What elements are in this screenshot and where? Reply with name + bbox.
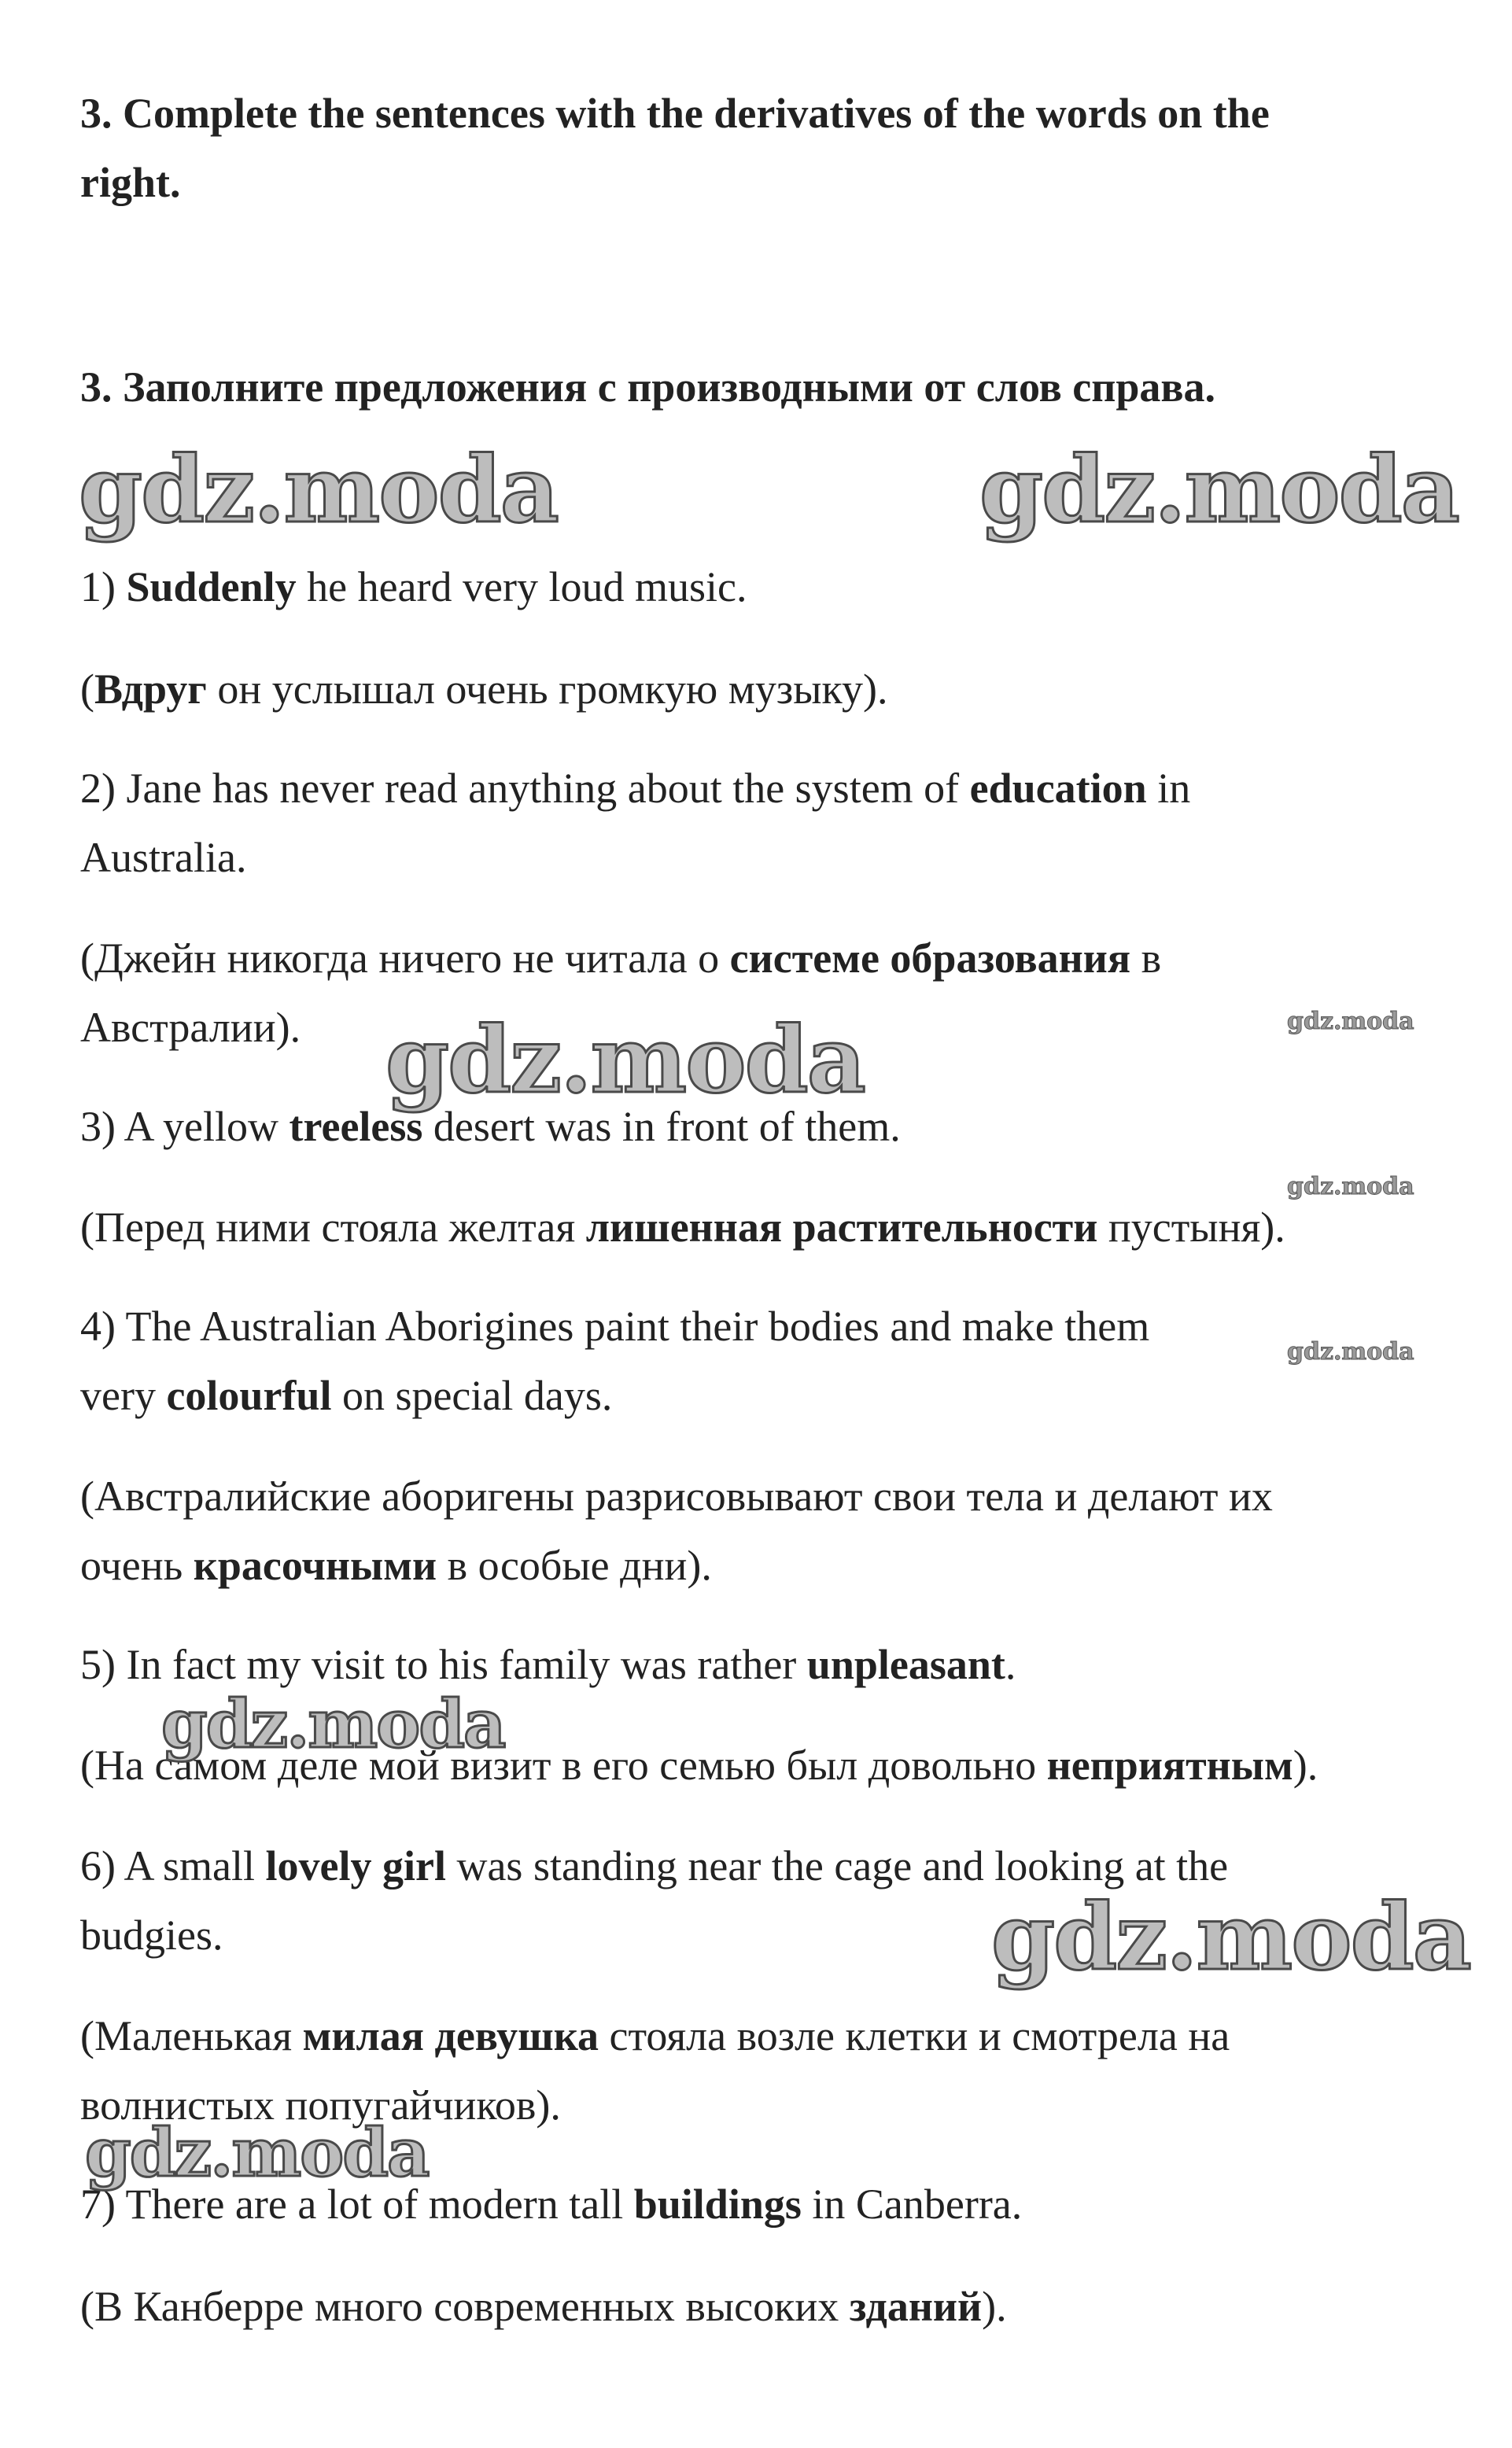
watermark: gdz.moda [979, 437, 1459, 544]
sentence-6-english-line-1: 6) A small lovely girl was standing near the cage and looking at the [80, 1842, 1229, 1889]
sentence-3-russian: (Перед ними стояла желтая лишенная растительности пустыня). [80, 1204, 1285, 1251]
watermark: gdz.moda [991, 1884, 1470, 1991]
sentence-2-russian-line-1: (Джейн никогда ничего не читала о системе образования в [80, 935, 1162, 982]
watermark: gdz.moda [1287, 1338, 1414, 1366]
watermark: gdz.moda [85, 2114, 429, 2192]
watermark: gdz.moda [385, 1007, 865, 1114]
sentence-1-russian: (Вдруг он услышал очень громкую музыку). [80, 665, 888, 713]
sentence-1-english: 1) Suddenly he heard very loud music. [80, 563, 747, 610]
sentence-5-russian: (На самом деле мой визит в его семью был довольно неприятным). [80, 1742, 1318, 1789]
sentence-6-russian-line-1: (Маленькая милая девушка стояла возле клетки и смотрела на [80, 2012, 1230, 2059]
heading-english-line-2: right. [80, 159, 181, 206]
sentence-7-russian: (В Канберре много современных высоких зданий). [80, 2283, 1007, 2330]
sentence-5-english: 5) In fact my visit to his family was rather unpleasant. [80, 1641, 1016, 1688]
watermark: gdz.moda [1287, 1173, 1414, 1200]
sentence-7-english: 7) There are a lot of modern tall buildings in Canberra. [80, 2181, 1023, 2228]
watermark: gdz.moda [79, 437, 558, 544]
sentence-3-english: 3) A yellow treeless desert was in front of them. [80, 1103, 901, 1150]
sentence-4-english-line-1: 4) The Australian Aborigines paint their bodies and make them [80, 1303, 1150, 1350]
sentence-2-russian-line-2: Австралии). [80, 1004, 301, 1051]
watermark: gdz.moda [1287, 1008, 1414, 1035]
sentence-4-english-line-2: very colourful on special days. [80, 1372, 613, 1419]
heading-russian: 3. Заполните предложения с производными от слов справа. [80, 363, 1216, 411]
sentence-6-english-line-2: budgies. [80, 1912, 223, 1959]
watermark: gdz.moda [161, 1685, 505, 1763]
sentence-4-russian-line-2: очень красочными в особые дни). [80, 1542, 712, 1589]
sentence-6-russian-line-2: волнистых попугайчиков). [80, 2081, 561, 2129]
heading-english-line-1: 3. Complete the sentences with the derivatives of the words on the [80, 90, 1270, 137]
sentence-2-english-line-2: Australia. [80, 834, 247, 881]
sentence-4-russian-line-1: (Австралийские аборигены разрисовывают свои тела и делают их [80, 1473, 1273, 1520]
sentence-2-english-line-1: 2) Jane has never read anything about the system of education in [80, 765, 1191, 812]
